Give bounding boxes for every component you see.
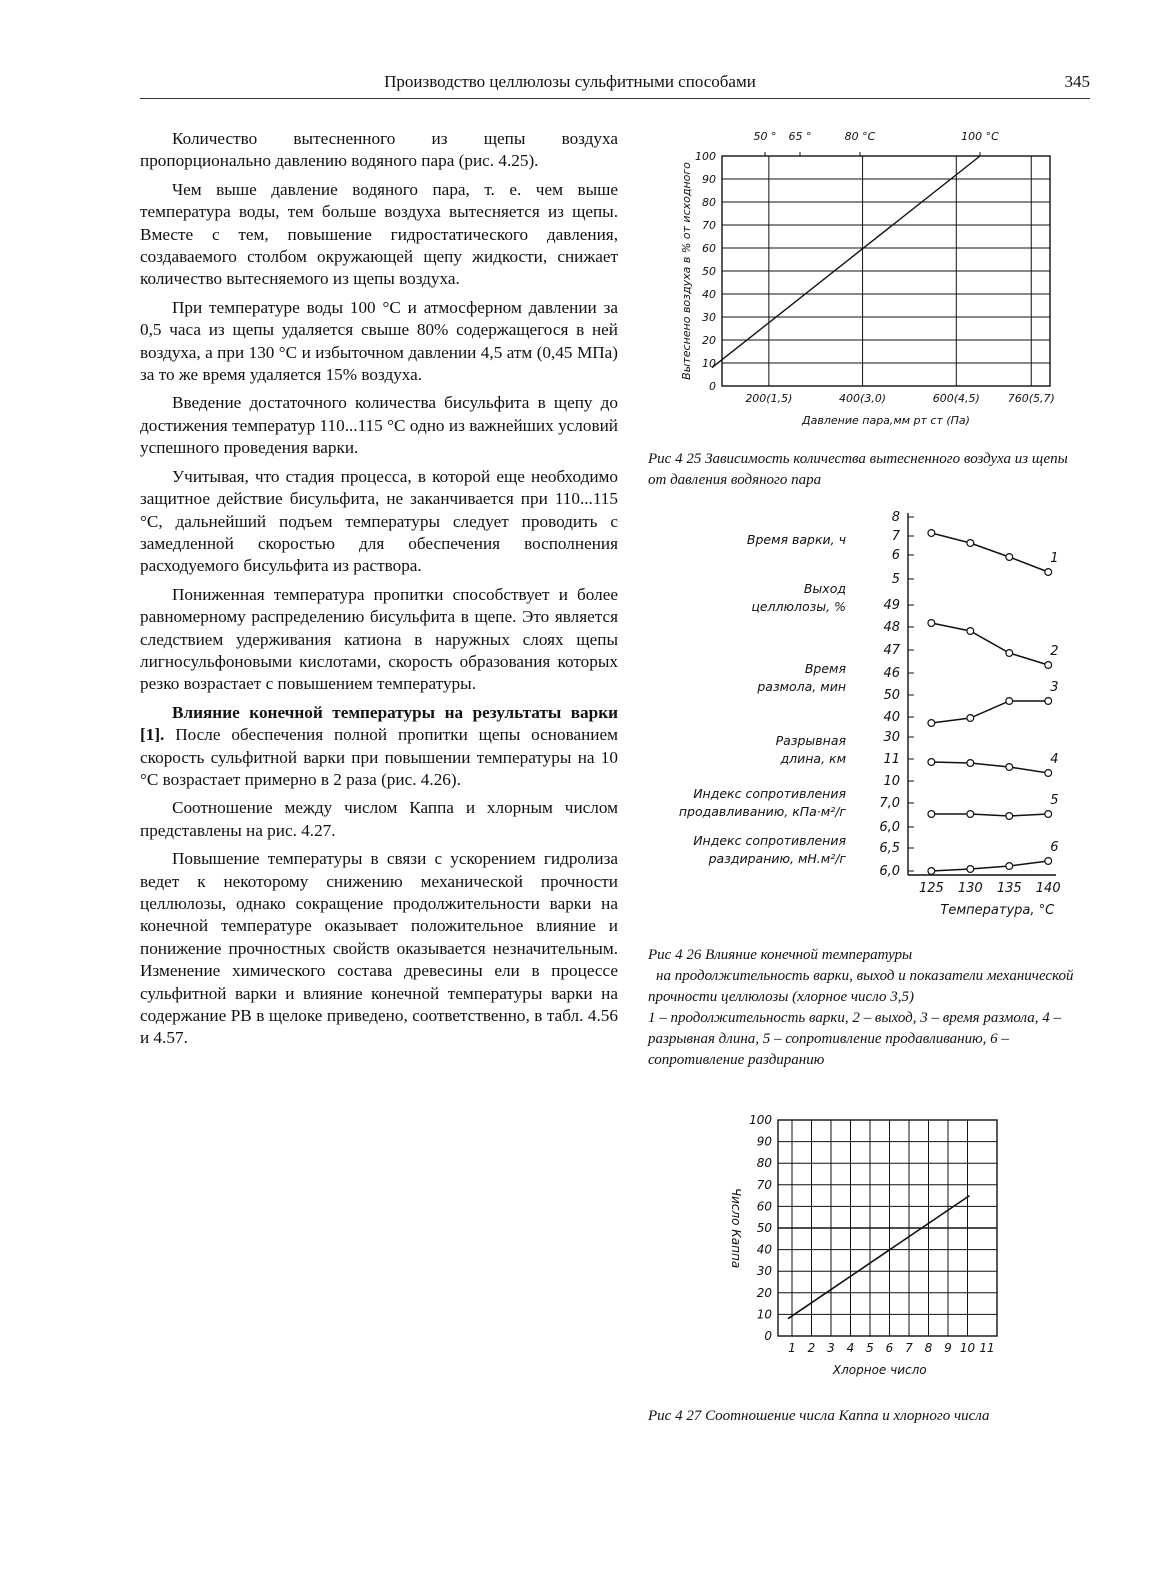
series-number: 3 <box>1050 680 1059 695</box>
x-tick-label: 6 <box>885 1341 894 1355</box>
y-tick-label: 49 <box>883 598 900 613</box>
panel-label: раздиранию, мН.м²/г <box>708 851 846 866</box>
x-tick-label: 130 <box>957 881 983 896</box>
y-tick-label: 6,0 <box>879 820 900 835</box>
x-tick-label: 3 <box>827 1341 835 1355</box>
y-tick-label: 6,5 <box>879 841 900 856</box>
paragraph-text: После обеспечения полной пропитки щепы основанием скорость сульфитной варки при повышении температуры на 10 °С возрастает примерно в 2 раза (рис. 4.26). <box>140 725 618 789</box>
paragraph: Чем выше давление водяного пара, т. е. чем выше температура воды, тем больше воздуха вытесняется из щепы. Вместе с тем, повышение гидростатического давления, создаваемого столбом окружающей щепу жидкости, снижает количество вытесняемого из щепы воздуха. <box>140 179 618 289</box>
panel-label: Индекс сопротивления <box>693 833 846 848</box>
paragraph: При температуре воды 100 °С и атмосферном давлении за 0,5 часа из щепы удаляется свыше 80% содержащегося в ней воздуха, а при 130 °С и избыточном давлении 4,5 атм (0,45 МПа) за то же время удаляется 15% воздуха. <box>140 297 618 385</box>
data-point <box>928 759 935 766</box>
y-tick-label: 11 <box>883 752 900 767</box>
figure-4-25-chart <box>650 120 1070 440</box>
page-number: 345 <box>1064 72 1090 91</box>
x-axis-label: Температура, °С <box>940 903 1055 918</box>
data-point <box>1045 698 1052 705</box>
x-axis-label: Давление пара,мм рт ст (Па) <box>802 414 970 427</box>
series-line <box>931 701 1048 723</box>
y-tick-label: 70 <box>756 1177 772 1192</box>
y-tick-label: 30 <box>756 1264 772 1279</box>
figure-4-27-chart <box>700 1110 1040 1380</box>
figure-4-27 <box>700 1110 1040 1380</box>
data-point <box>1006 650 1013 657</box>
x-tick-label: 200(1,5) <box>745 392 793 405</box>
data-point <box>928 720 935 727</box>
y-tick-label: 7,0 <box>879 796 900 811</box>
header-rule <box>140 98 1090 99</box>
panel-label: размола, мин <box>757 679 846 694</box>
y-tick-label: 5 <box>891 572 900 587</box>
paragraph <box>140 702 618 792</box>
y-tick-label: 48 <box>883 620 900 635</box>
x-tick-label: 400(3,0) <box>839 392 887 405</box>
x-tick-label: 760(5,7) <box>1007 392 1055 405</box>
y-axis-label: Вытеснено воздуха в % от исходного <box>680 162 693 380</box>
x-tick-label: 7 <box>905 1341 913 1355</box>
series-line <box>931 762 1048 773</box>
top-temperature-label: 100 °С <box>961 130 999 143</box>
x-tick-label: 125 <box>918 881 944 896</box>
data-point <box>1045 662 1052 669</box>
y-tick-label: 100 <box>749 1113 772 1127</box>
data-point <box>928 530 935 537</box>
data-point <box>967 760 974 767</box>
y-tick-label: 20 <box>702 334 716 347</box>
paragraph: Соотношение между числом Каппа и хлорным числом представлены на рис. 4.27. <box>140 798 618 840</box>
series-line <box>931 533 1048 572</box>
data-point <box>967 628 974 635</box>
y-tick-label: 40 <box>756 1242 772 1257</box>
y-tick-label: 80 <box>756 1156 772 1171</box>
y-tick-label: 30 <box>702 311 716 324</box>
y-tick-label: 60 <box>756 1199 772 1214</box>
y-tick-label: 60 <box>702 242 716 255</box>
x-tick-label: 140 <box>1035 881 1061 896</box>
series-number: 5 <box>1050 793 1059 808</box>
x-tick-label: 600(4,5) <box>932 392 980 405</box>
data-point <box>928 620 935 627</box>
figure-4-26 <box>650 505 1070 925</box>
y-tick-label: 7 <box>891 529 900 544</box>
figure-4-25-caption: Рис 4 25 Зависимость количества вытесненного воздуха из щепы от давления водяного пара <box>648 451 1068 488</box>
series-number: 1 <box>1050 551 1059 566</box>
panel-label: Выход <box>803 581 846 596</box>
data-point <box>928 811 935 818</box>
body-text <box>140 128 618 1056</box>
data-point <box>1045 811 1052 818</box>
x-axis-label: Хлорное число <box>832 1363 927 1377</box>
y-tick-label: 40 <box>702 288 716 301</box>
y-tick-label: 50 <box>883 688 900 703</box>
data-point <box>1006 698 1013 705</box>
y-tick-label: 70 <box>702 219 716 232</box>
x-tick-label: 2 <box>807 1341 816 1355</box>
y-tick-label: 0 <box>709 380 716 393</box>
caption-line: на продолжительность варки, выход и показатели механической прочности целлюлозы (хлорное число 3,5) <box>648 968 1074 1005</box>
y-tick-label: 50 <box>756 1221 772 1235</box>
series-number: 6 <box>1050 840 1059 855</box>
series-line <box>931 861 1048 871</box>
data-point <box>967 811 974 818</box>
top-temperature-label: 50 ° <box>753 130 777 143</box>
y-tick-label: 10 <box>883 774 900 789</box>
panel-label: Разрывная <box>775 733 846 748</box>
paragraph: Пониженная температура пропитки способствует и более равномерному распределению бисульфита в щепе. Это является следствием удерживания катиона в наружных слоях щепы лигносульфоновыми кислотами, скорость образования которых резко возрастает с повышением температуры. <box>140 584 618 694</box>
data-line <box>712 156 980 368</box>
y-tick-label: 46 <box>883 666 900 681</box>
figure-4-25 <box>650 120 1070 440</box>
y-tick-label: 50 <box>702 265 716 278</box>
panel-label: Время варки, ч <box>746 532 846 547</box>
data-point <box>967 866 974 873</box>
paragraph: Учитывая, что стадия процесса, в которой еще необходимо защитное действие бисульфита, не заканчивается при 110...115 °С, дальнейший подъем температуры следует проводить с замедленной скоростью для обеспечения восполнения расходуемого бисульфита из раствора. <box>140 466 618 576</box>
paragraph: Повышение температуры в связи с ускорением гидролиза ведет к некоторому снижению механической прочности целлюлозы, однако сокращение продолжительности варки на конечной температуре оказывает положительное влияние и понижение прочностных свойств оказывается незначительным. Изменение химического состава древесины ели в процессе сульфитной варки и влияние конечной температуры варки на содержание РВ в щелоке приведено, соответственно, в табл. 4.56 и 4.57. <box>140 849 618 1048</box>
panel-label: Индекс сопротивления <box>693 786 846 801</box>
x-tick-label: 9 <box>944 1341 952 1355</box>
y-tick-label: 40 <box>883 710 900 725</box>
x-tick-label: 4 <box>846 1341 855 1355</box>
panel-label: длина, км <box>780 751 846 766</box>
data-point <box>1006 813 1013 820</box>
y-tick-label: 8 <box>891 510 900 525</box>
y-tick-label: 10 <box>756 1307 772 1322</box>
y-tick-label: 90 <box>702 173 716 186</box>
panel-label: продавливанию, кПа·м²/г <box>678 804 846 819</box>
y-tick-label: 90 <box>756 1134 772 1149</box>
top-temperature-label: 65 ° <box>788 130 812 143</box>
data-point <box>1045 858 1052 865</box>
paragraph: Введение достаточного количества бисульфита в щепу до достижения температур 110...115 °С одно из важнейших условий успешного проведения варки. <box>140 393 618 458</box>
panel-label: Время <box>804 661 846 676</box>
caption-line: 1 – продолжительность варки, 2 – выход, 3 – время размола, 4 – разрывная длина, 5 – сопротивление продавливанию, 6 – сопротивление раздиранию <box>648 1010 1062 1068</box>
paragraph: Количество вытесненного из щепы воздуха пропорционально давлению водяного пара (рис. 4.25). <box>140 129 618 171</box>
x-tick-label: 1 <box>788 1341 796 1355</box>
y-tick-label: 80 <box>702 196 716 209</box>
series-number: 2 <box>1050 644 1059 659</box>
data-line <box>788 1196 970 1319</box>
data-point <box>1006 764 1013 771</box>
data-point <box>928 868 935 875</box>
data-point <box>1006 554 1013 561</box>
caption-line: Рис 4 26 Влияние конечной температуры <box>648 947 913 963</box>
x-tick-label: 11 <box>979 1341 995 1355</box>
y-tick-label: 100 <box>695 150 716 163</box>
y-tick-label: 30 <box>883 730 900 745</box>
x-tick-label: 135 <box>996 881 1022 896</box>
data-point <box>1045 569 1052 576</box>
data-point <box>967 715 974 722</box>
y-axis-label: Число Каппа <box>729 1187 743 1269</box>
y-tick-label: 10 <box>702 357 716 370</box>
section-heading: Влияние конечной температуры на результаты варки [1]. <box>140 702 618 745</box>
x-tick-label: 10 <box>959 1341 976 1355</box>
panel-label: целлюлозы, % <box>751 599 846 614</box>
series-line <box>931 623 1048 665</box>
y-tick-label: 20 <box>756 1285 772 1300</box>
x-tick-label: 5 <box>866 1341 874 1355</box>
header-title: Производство целлюлозы сульфитными способами <box>384 72 756 91</box>
y-tick-label: 6,0 <box>879 864 900 879</box>
series-line <box>931 814 1048 816</box>
top-temperature-label: 80 °С <box>844 130 876 143</box>
figure-4-27-caption: Рис 4 27 Соотношение числа Каппа и хлорного числа <box>648 1408 990 1424</box>
y-tick-label: 0 <box>764 1329 772 1343</box>
data-point <box>1006 863 1013 870</box>
x-tick-label: 8 <box>924 1341 933 1355</box>
figure-4-26-chart <box>650 505 1070 925</box>
data-point <box>1045 770 1052 777</box>
figure-4-26-caption <box>648 945 1076 1071</box>
series-number: 4 <box>1050 752 1059 767</box>
y-tick-label: 6 <box>891 548 900 563</box>
y-tick-label: 47 <box>883 643 900 658</box>
data-point <box>967 540 974 547</box>
